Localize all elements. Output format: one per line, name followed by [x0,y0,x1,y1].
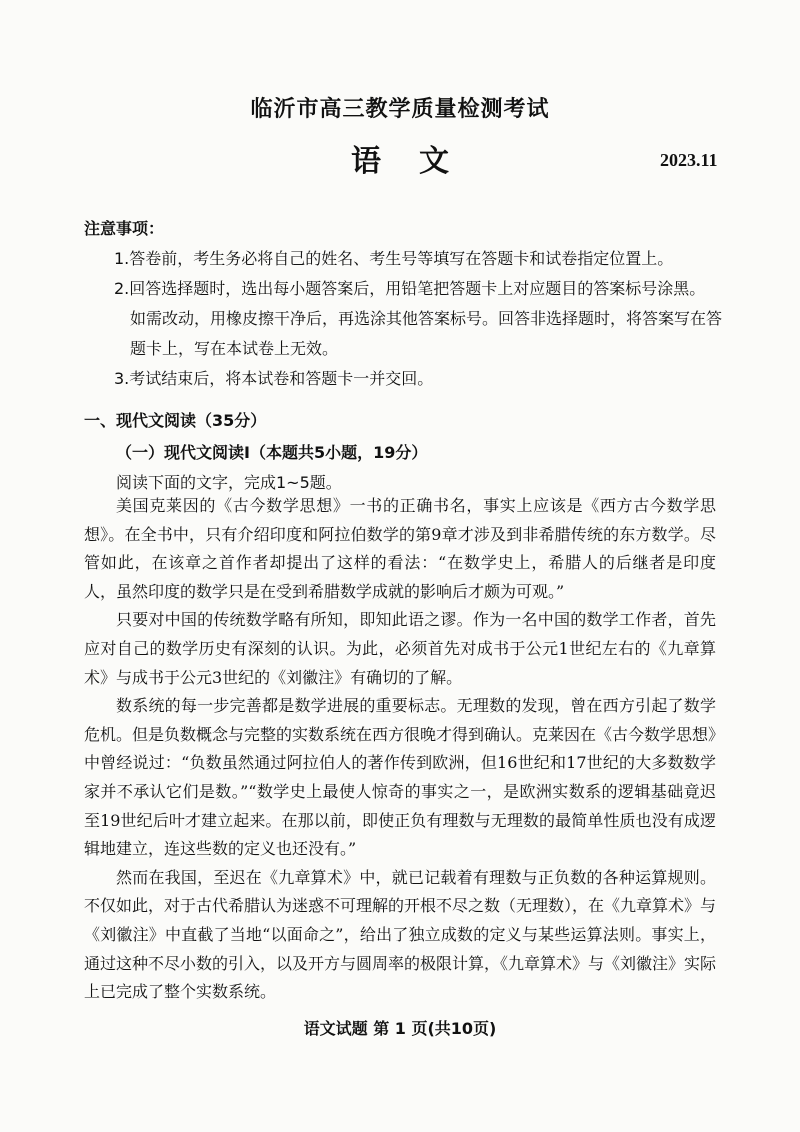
notice-item-2 [114,274,734,364]
passage-paragraph: 数系统的每一步完善都是数学进展的重要标志。无理数的发现，曾在西方引起了数学危机。但是负数概念与完整的实数系统在西方很晚才得到确认。克莱因在《古今数学思想》中曾经说过：“负数虽然通过阿拉伯人的著作传到欧洲，但16世纪和17世纪的大多数数学家并不承认它们是数。”“数学史上最使人惊奇的事实之一，是欧洲实数系的逻辑基础竟迟至19世纪后叶才建立起来。在那以前，即使正负有理数与无理数的最简单性质也没有成逻辑地建立，连这些数的定义也还没有。” [84,696,717,859]
notice-item-3 [114,364,734,394]
exam-date: 2023.11 [660,150,718,170]
notice-list [114,244,734,394]
notice-heading: 注意事项： [84,219,165,238]
section-heading: 一、现代文阅读（35分） [84,411,267,430]
page-footer: 语文试题 第 1 页(共10页) [303,1019,497,1038]
sub-section-heading: （一）现代文阅读Ⅰ（本题共5小题，19分） [116,443,428,462]
notice-item-1 [114,244,734,274]
reading-passage [84,492,716,1007]
notice-item-continuation: 如需改动，用橡皮擦干净后，再选涂其他答案标号。回答非选择题时，将答案写在答题卡上，写在本试卷上无效。 [130,309,723,358]
reading-instruction: 阅读下面的文字，完成1~5题。 [116,473,342,492]
notice-item-text: 3.考试结束后，将本试卷和答题卡一并交回。 [114,369,434,388]
notice-item-text: 1.答卷前，考生务必将自己的姓名、考生号等填写在答题卡和试卷指定位置上。 [114,249,674,268]
passage-paragraph: 只要对中国的传统数学略有所知，即知此语之谬。作为一名中国的数学工作者，首先应对自己的数学历史有深刻的认识。为此，必须首先对成书于公元1世纪左右的《九章算术》与成书于公元3世纪的《刘徽注》有确切的了解。 [84,610,716,687]
subject-title: 语文 [351,144,487,179]
notice-item-text: 2.回答选择题时，选出每小题答案后，用铅笔把答题卡上对应题目的答案标号涂黑。 [114,279,706,298]
passage-paragraph: 美国克莱因的《古今数学思想》一书的正确书名，事实上应该是《西方古今数学思想》。在全书中，只有介绍印度和阿拉伯数学的第9章才涉及到非希腊传统的东方数学。尽管如此，在该章之首作者却提出了这样的看法：“在数学史上，希腊人的后继者是印度人，虽然印度的数学只是在受到希腊数学成就的影响后才颇为可观。” [84,496,716,601]
exam-title: 临沂市高三教学质量检测考试 [250,96,550,122]
passage-paragraph: 然而在我国，至迟在《九章算术》中，就已记载着有理数与正负数的各种运算规则。不仅如此，对于古代希腊认为迷惑不可理解的开根不尽之数（无理数），在《九章算术》与《刘徽注》中直截了当地“以面命之”，给出了独立成数的定义与某些运算法则。事实上，通过这种不尽小数的引入，以及开方与圆周率的极限计算，《九章算术》与《刘徽注》实际上已完成了整个实数系统。 [84,867,717,1002]
